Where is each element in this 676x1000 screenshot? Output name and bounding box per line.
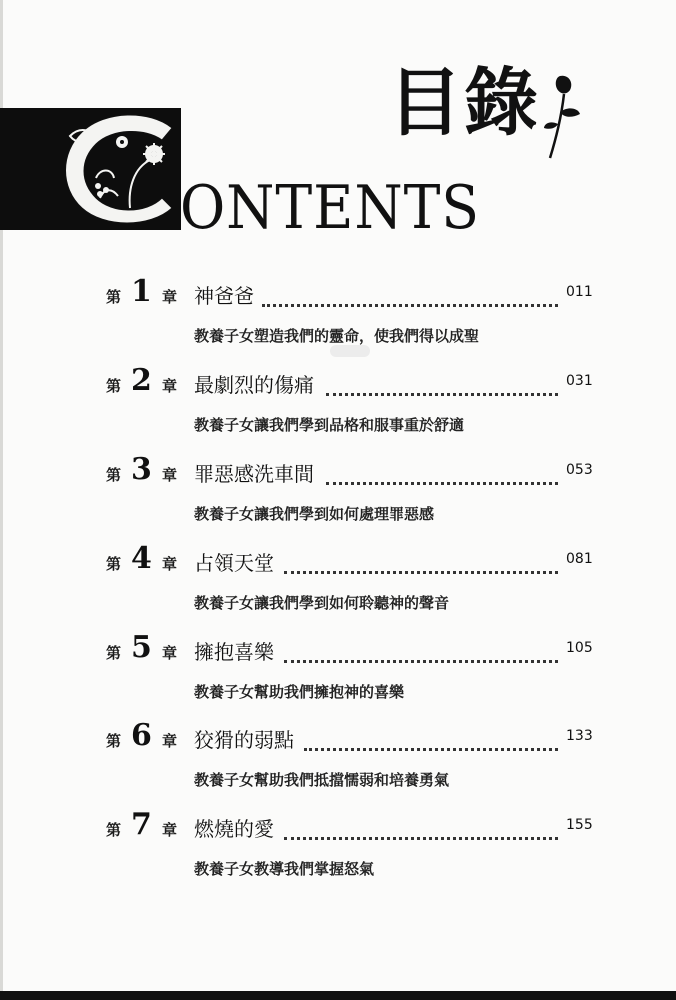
chapter-subtitle: 教養子女教導我們掌握怒氣 xyxy=(194,860,375,878)
chapter-page-number: 133 xyxy=(566,728,593,744)
dot-leader xyxy=(284,823,558,840)
chapter-title: 神爸爸 xyxy=(194,284,254,308)
chapter-subtitle: 教養子女讓我們學到如何處理罪惡感 xyxy=(194,505,435,523)
chapter-title: 擁抱喜樂 xyxy=(194,640,274,664)
chapter-suffix: 章 xyxy=(162,555,178,573)
chapter-subtitle: 教養子女幫助我們擁抱神的喜樂 xyxy=(194,683,405,701)
chapter-prefix: 第 xyxy=(106,555,122,573)
chapter-subtitle: 教養子女塑造我們的靈命，使我們得以成聖 xyxy=(194,327,480,345)
page-title-chinese: 目錄 xyxy=(388,60,540,146)
bottom-edge-bar xyxy=(0,991,676,1000)
chapter-title: 罪惡感洗車間 xyxy=(194,462,314,486)
chapter-prefix: 第 xyxy=(106,821,122,839)
chapter-title: 燃燒的愛 xyxy=(194,817,274,841)
dot-leader xyxy=(262,290,558,307)
dot-leader xyxy=(326,468,558,485)
chapter-page-number: 031 xyxy=(566,373,593,389)
chapter-prefix: 第 xyxy=(106,466,122,484)
chapter-prefix: 第 xyxy=(106,644,122,662)
chapter-number: 1 xyxy=(131,274,152,309)
dot-leader xyxy=(326,379,558,396)
chapter-page-number: 053 xyxy=(566,462,593,478)
chapter-title: 狡猾的弱點 xyxy=(194,728,294,752)
dot-leader xyxy=(284,557,558,574)
dot-leader xyxy=(304,734,558,751)
chapter-prefix: 第 xyxy=(106,288,122,306)
chapter-page-number: 105 xyxy=(566,640,593,656)
chapter-suffix: 章 xyxy=(162,466,178,484)
chapter-number: 4 xyxy=(131,541,152,576)
chapter-suffix: 章 xyxy=(162,821,178,839)
chapter-subtitle: 教養子女幫助我們抵擋懦弱和培養勇氣 xyxy=(194,771,450,789)
chapter-number: 2 xyxy=(131,363,152,398)
chapter-suffix: 章 xyxy=(162,288,178,306)
chapter-prefix: 第 xyxy=(106,732,122,750)
chapter-page-number: 011 xyxy=(566,284,593,300)
chapter-page-number: 081 xyxy=(566,551,593,567)
chapter-suffix: 章 xyxy=(162,732,178,750)
chapter-suffix: 章 xyxy=(162,377,178,395)
chapter-number: 6 xyxy=(131,718,152,753)
chapter-title: 最劇烈的傷痛 xyxy=(194,373,314,397)
chapter-subtitle: 教養子女讓我們學到品格和服事重於舒適 xyxy=(194,416,465,434)
chapter-prefix: 第 xyxy=(106,377,122,395)
chapter-number: 3 xyxy=(131,452,152,487)
chapter-page-number: 155 xyxy=(566,817,593,833)
dot-leader xyxy=(284,646,558,663)
page-title-english: ONTENTS xyxy=(180,173,481,243)
chapter-subtitle: 教養子女讓我們學到如何聆聽神的聲音 xyxy=(194,594,450,612)
chapter-number: 7 xyxy=(131,807,152,842)
chapter-title: 占領天堂 xyxy=(194,551,274,575)
chapter-suffix: 章 xyxy=(162,644,178,662)
chapter-number: 5 xyxy=(131,630,152,665)
